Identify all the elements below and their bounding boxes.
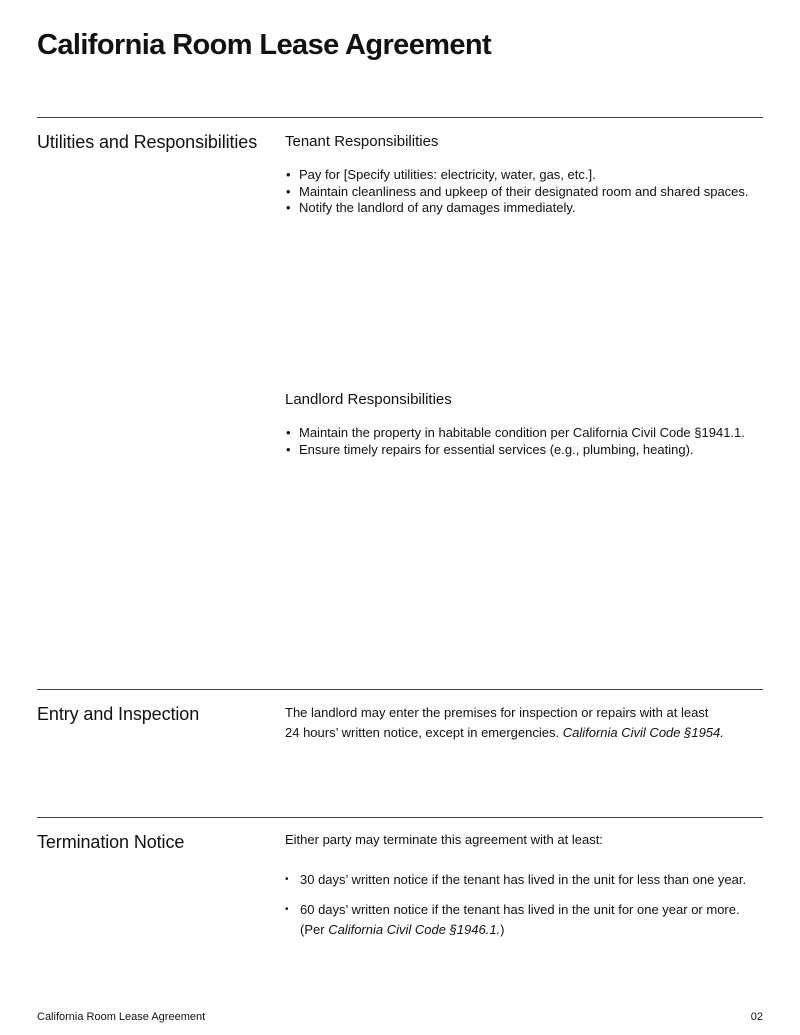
list-item: • Notify the landlord of any damages immediately.: [285, 200, 749, 217]
tenant-responsibilities-list: [285, 167, 749, 217]
termination-intro: Either party may terminate this agreement with at least:: [285, 832, 603, 847]
section-divider: [37, 689, 763, 690]
termination-citation: California Civil Code §1946.1.: [328, 922, 501, 937]
termination-list: [285, 870, 763, 950]
list-item: • Ensure timely repairs for essential services (e.g., plumbing, heating).: [285, 442, 745, 459]
list-item: • Maintain cleanliness and upkeep of their designated room and shared spaces.: [285, 184, 749, 201]
utilities-section-label: Utilities and Responsibilities: [37, 132, 258, 152]
termination-item-text: 30 days’ written notice if the tenant has lived in the unit for less than one year.: [300, 872, 747, 887]
entry-paragraph: [285, 703, 755, 743]
list-item: • Maintain the property in habitable condition per California Civil Code §1941.1.: [285, 425, 745, 442]
section-divider: [37, 117, 763, 118]
entry-line-1: The landlord may enter the premises for inspection or repairs with at least: [285, 705, 709, 720]
termination-section-label: Termination Notice: [37, 832, 185, 852]
list-item: • Pay for [Specify utilities: electricity, water, gas, etc.].: [285, 167, 749, 184]
landlord-responsibilities-list: [285, 425, 745, 458]
entry-line-2: 24 hours’ written notice, except in emergencies.: [285, 725, 560, 740]
footer-document-title: California Room Lease Agreement: [37, 1011, 206, 1023]
list-item: [285, 870, 763, 890]
entry-citation: California Civil Code §1954.: [562, 725, 724, 740]
termination-item-text: 60 days’ written notice if the tenant has lived in the unit for one year or more.: [300, 902, 740, 917]
citation-prefix: (Per: [300, 922, 325, 937]
tenant-responsibilities-heading: Tenant Responsibilities: [285, 133, 439, 150]
citation-suffix: ): [500, 922, 505, 937]
list-item: [285, 900, 763, 940]
document-title: California Room Lease Agreement: [37, 29, 492, 61]
entry-section-label: Entry and Inspection: [37, 704, 200, 724]
footer-page-number: 02: [750, 1011, 763, 1023]
landlord-responsibilities-heading: Landlord Responsibilities: [285, 391, 452, 408]
section-divider: [37, 817, 763, 818]
